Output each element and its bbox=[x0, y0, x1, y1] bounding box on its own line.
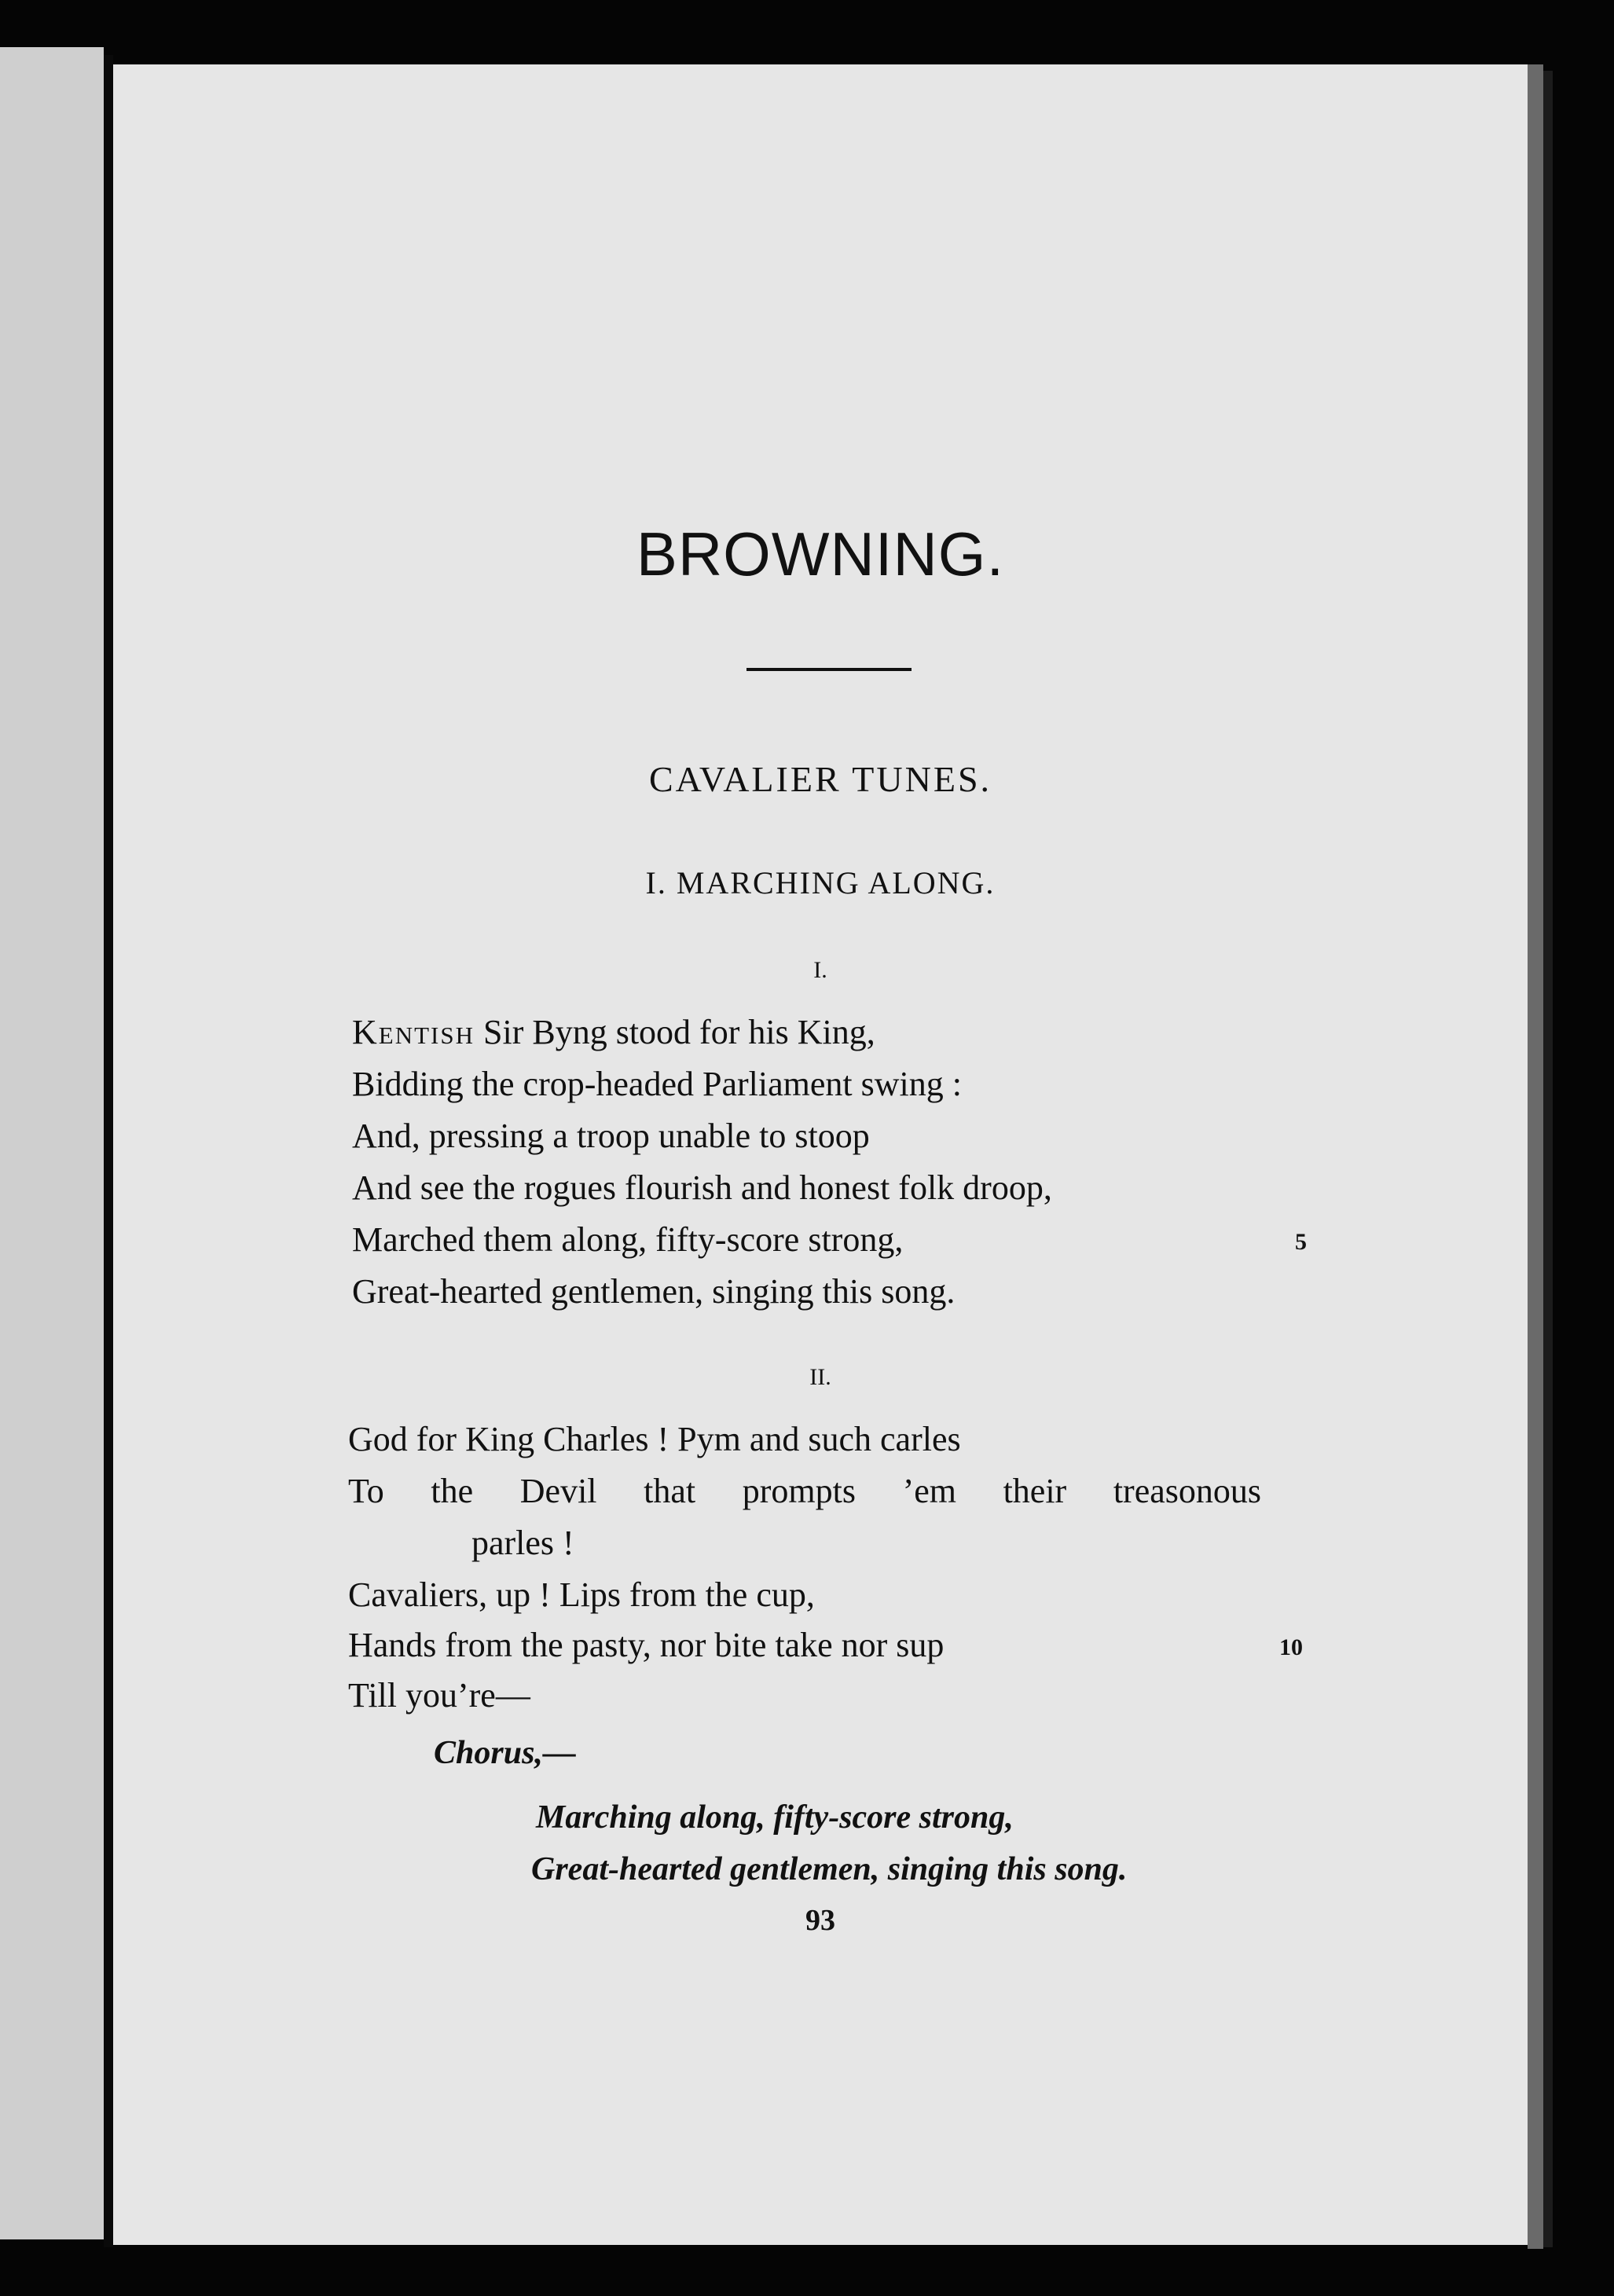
poem-subtitle: I. MARCHING ALONG. bbox=[645, 865, 996, 900]
line-number: 10 bbox=[1279, 1634, 1303, 1660]
gutter bbox=[104, 55, 113, 2247]
stanza-number-1: I. bbox=[813, 957, 827, 983]
page-edge-shadow bbox=[1543, 71, 1553, 2247]
heading-rule bbox=[746, 668, 912, 671]
verse-line: Hands from the pasty, nor bite take nor sup bbox=[348, 1626, 945, 1664]
chorus-label: Chorus,— bbox=[434, 1735, 576, 1771]
line-number: 5 bbox=[1295, 1229, 1307, 1255]
verse-line-text: Sir Byng stood for his King, bbox=[475, 1013, 875, 1051]
verse-lead-word: Kentish bbox=[352, 1013, 475, 1051]
verse-line: Marched them along, fifty-score strong, bbox=[352, 1220, 904, 1259]
poem-title: CAVALIER TUNES. bbox=[648, 759, 992, 799]
stanza-number-2: II. bbox=[809, 1364, 831, 1390]
chorus-line: Marching along, fifty-score strong, bbox=[536, 1799, 1014, 1836]
verse-line: And see the rogues flourish and honest folk droop, bbox=[352, 1168, 1052, 1207]
verse-line: To the Devil that prompts ’em their treasonous bbox=[348, 1472, 1261, 1510]
chorus-line: Great-hearted gentlemen, singing this song. bbox=[531, 1851, 1128, 1887]
verse-line: Till you’re— bbox=[348, 1676, 530, 1715]
verse-line: And, pressing a troop unable to stoop bbox=[352, 1117, 870, 1155]
verse-line-turnover: parles ! bbox=[471, 1524, 574, 1562]
verse-line: Bidding the crop-headed Parliament swing : bbox=[352, 1065, 962, 1103]
author-heading: BROWNING. bbox=[636, 519, 1005, 589]
facing-page-edge bbox=[0, 47, 104, 2239]
page-number: 93 bbox=[805, 1904, 835, 1937]
verse-line: God for King Charles ! Pym and such carles bbox=[348, 1420, 961, 1458]
page-edge-right bbox=[1528, 64, 1543, 2249]
verse-line: Cavaliers, up ! Lips from the cup, bbox=[348, 1575, 815, 1614]
verse-line: Great-hearted gentlemen, singing this song. bbox=[352, 1272, 956, 1311]
verse-line bbox=[352, 1015, 875, 1050]
